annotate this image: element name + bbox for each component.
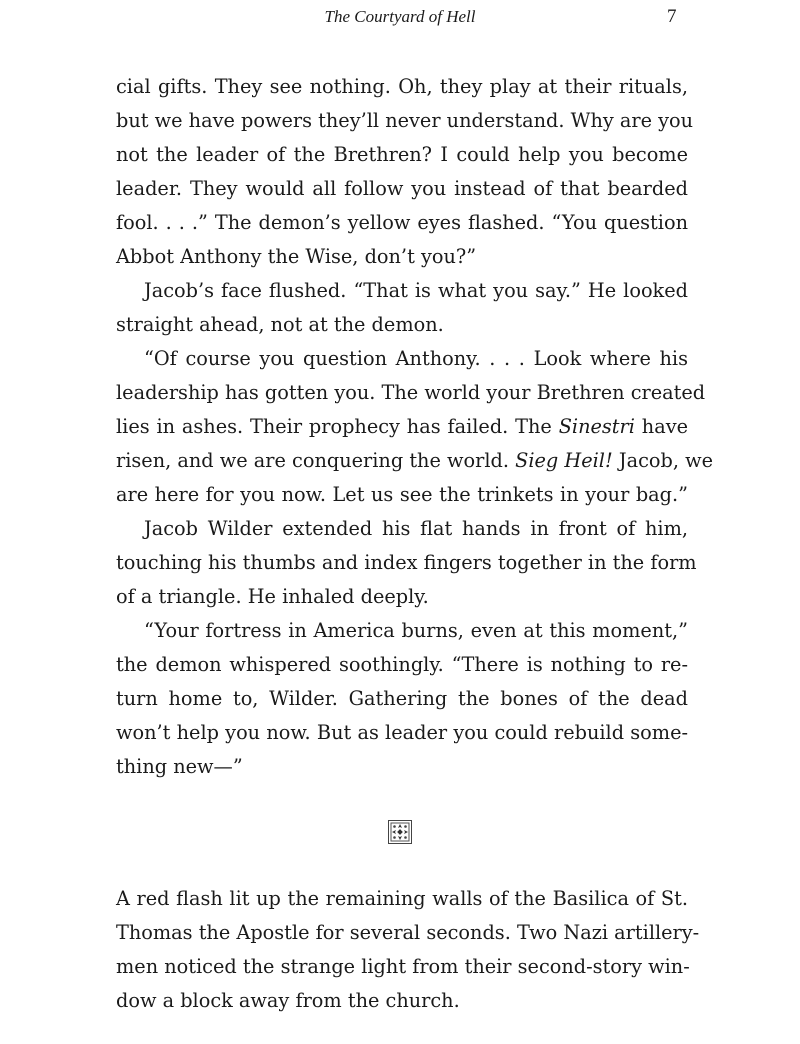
text-line: “Your fortress in America burns, even at this moment,” bbox=[144, 619, 688, 642]
page-number: 7 bbox=[667, 6, 677, 27]
chapter-title: The Courtyard of Hell bbox=[324, 7, 476, 26]
text-line: touching his thumbs and index fingers together in the form bbox=[116, 551, 697, 574]
text-line: A red flash lit up the remaining walls of the Basilica of St. bbox=[116, 887, 688, 910]
text-line: turn home to, Wilder. Gathering the bones of the dead bbox=[116, 687, 688, 710]
text-line: straight ahead, not at the demon. bbox=[116, 313, 444, 336]
ornament-icon bbox=[388, 820, 412, 844]
text-line: but we have powers they’ll never understand. Why are you bbox=[116, 109, 694, 132]
running-head bbox=[0, 4, 800, 30]
text-line: fool. . . .” The demon’s yellow eyes flashed. “You question bbox=[116, 211, 688, 234]
text-line: leadership has gotten you. The world your Brethren created bbox=[116, 381, 706, 404]
text-line: won’t help you now. But as leader you could rebuild some- bbox=[116, 721, 688, 744]
section-two bbox=[116, 882, 700, 1018]
text-line: Thomas the Apostle for several seconds. Two Nazi artillery- bbox=[116, 921, 700, 944]
text-line: risen, and we are conquering the world. Sieg Heil! Jacob, we bbox=[116, 449, 714, 472]
text-line: dow a block away from the church. bbox=[116, 989, 460, 1012]
text-line: Jacob’s face flushed. “That is what you say.” He looked bbox=[144, 279, 688, 302]
text-line: Jacob Wilder extended his flat hands in front of him, bbox=[144, 517, 688, 540]
text-line: “Of course you question Anthony. . . . Look where his bbox=[144, 347, 688, 370]
text-line: the demon whispered soothingly. “There is nothing to re- bbox=[116, 653, 688, 676]
text-line: are here for you now. Let us see the trinkets in your bag.” bbox=[116, 483, 688, 506]
text-line: not the leader of the Brethren? I could help you become bbox=[116, 143, 688, 166]
text-line: cial gifts. They see nothing. Oh, they play at their rituals, bbox=[116, 75, 688, 98]
text-line: of a triangle. He inhaled deeply. bbox=[116, 585, 429, 608]
text-line: men noticed the strange light from their second-story win- bbox=[116, 955, 690, 978]
text-line: lies in ashes. Their prophecy has failed. The Sinestri have bbox=[116, 415, 688, 438]
text-line: thing new—” bbox=[116, 755, 243, 778]
body-text bbox=[116, 70, 714, 784]
text-line: Abbot Anthony the Wise, don’t you?” bbox=[116, 245, 477, 268]
text-line: leader. They would all follow you instead of that bearded bbox=[116, 177, 688, 200]
